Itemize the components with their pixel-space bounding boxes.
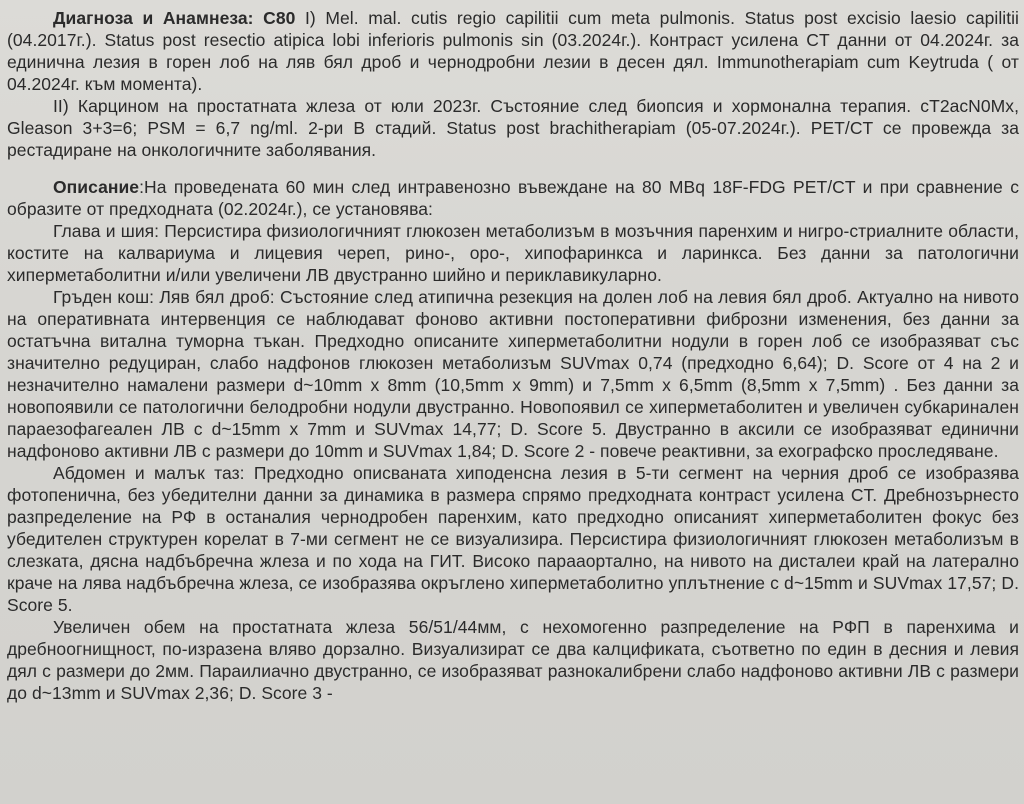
diagnosis-code: C80: [263, 8, 296, 28]
medical-report: [7, 7, 1019, 704]
head-neck-section: Глава и шия: Персистира физиологичният глюкозен метаболизъм в мозъчния паренхим и нигро-стриалните области, костите на калвариума и лицевия череп, рино-, оро-, хипофаринкса и ларинкса. Без данни за патологични хиперметаболитни и/или увеличени ЛВ двустранно шийно и периклавикуларно.: [7, 221, 1019, 285]
description-intro-paragraph: [7, 176, 1019, 220]
prostate-section: Увеличен обем на простатната жлеза 56/51/44мм, с нехомогенно разпределение на РФП в паренхима и дребноогнищност, по-изразена вляво дорзално. Визуализират се два калцификата, съответно по един в десния и левия дял с размери до 2мм. Параилиачно двустранно, се изобразяват разнокалибрени слабо надфоново активни ЛВ с размери до d~13mm и SUVmax 2,36; D. Score 3 -: [7, 617, 1019, 703]
diagnosis-text-2: II) Карцином на простатната жлеза от юли 2023г. Състояние след биопсия и хормонална терапия. cT2acN0Mx, Gleason 3+3=6; PSM = 6,7 ng/ml. 2-ри В стадий. Status post brachitherapiam (05-07.2024г.). PET/CT се провежда за рестадиране на онкологичните заболявания.: [7, 96, 1019, 160]
description-label: Описание: [53, 177, 140, 197]
diagnosis-paragraph: [7, 7, 1019, 95]
abdomen-section: Абдомен и малък таз: Предходно описваната хиподенсна лезия в 5-ти сегмент на черния дроб се изобразява фотопенична, без убедителни данни за динамика в размера спрямо предходната контраст усилена CT. Дребнозърнесто разпределение на РФ в останалия чернодробен паренхим, като предходно описаният хиперметаболитен фокус без убедителен структурен корелат в 7-ми сегмент не се визуализира. Персистира физиологичният глюкозен метаболизъм в слезката, дясна надбъбречна жлеза и по хода на ГИТ. Високо парааортално, на нивото на дисталеи край на латерално краче на лява надбъбречна жлеза, се изобразява окръглено хиперметаболитно уплътнение с d~15mm и SUVmax 17,57; D. Score 5.: [7, 463, 1019, 615]
chest-section: Гръден кош: Ляв бял дроб: Състояние след атипична резекция на долен лоб на левия бял дроб. Актуално на нивото на оперативната интервенция се наблюдават фоново активни постоперативни фиброзни изменения, без данни за остатъчна витална туморна тъкан. Предходно описаните хиперметаболитни нодули в горен лоб се изобразяват със значително редуциран, слабо надфонов глюкозен метаболизъм SUVmax 0,74 (предходно 6,64); D. Score от 4 на 2 и незначително намалени размери d~10mm x 8mm (10,5mm x 9mm) и 7,5mm x 6,5mm (8,5mm x 7,5mm) . Без данни за новопоявили се патологични белодробни нодули двустранно. Новопоявил се хиперметаболитен и увеличен субкаринален параезофагеален ЛВ с d~15mm x 7mm и SUVmax 14,77; D. Score 5. Двустранно в аксили се изобразяват единични надфоново активни ЛВ с размери до 10mm и SUVmax 1,84; D. Score 2 - повече реактивни, за ехографско проследяване.: [7, 287, 1019, 461]
diagnosis-label: Диагноза и Анамнеза:: [53, 8, 254, 28]
diagnosis-text-1: I) Mel. mal. cutis regio capilitii cum meta pulmonis. Status post excisio laesio capilitii (04.2017г.). Status post resectio atipica lobi inferioris pulmonis sin (03.2024г.). Контраст усилена CT данни от 04.2024г. за единична лезия в горен лоб на ляв бял дроб и чернодробни лезии в десен дял. Immunotherapiam cum Keytruda ( от 04.2024г. към момента).: [7, 8, 1019, 94]
description-intro: :На проведената 60 мин след интравенозно въвеждане на 80 MBq 18F-FDG PET/CT и при сравнение с образите от предходната (02.2024г.), се установява:: [7, 177, 1019, 219]
